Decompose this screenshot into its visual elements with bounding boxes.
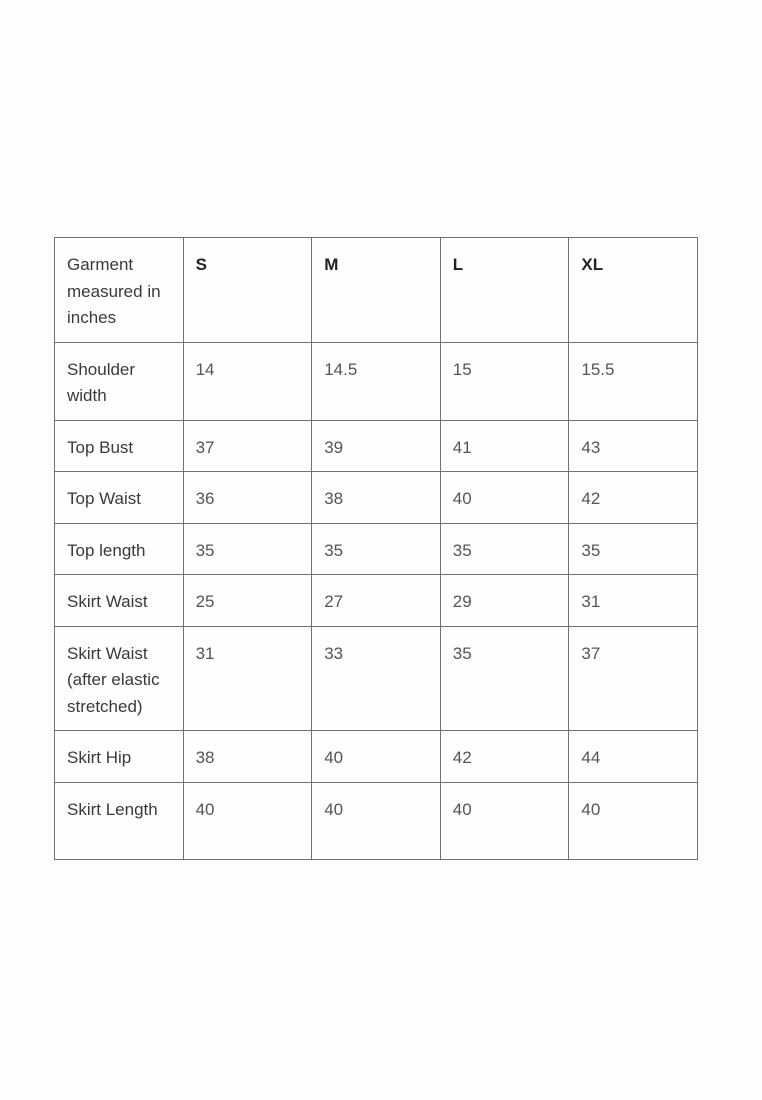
size-chart-body xyxy=(55,342,698,859)
cell-value: 25 xyxy=(183,575,312,627)
cell-value: 40 xyxy=(312,731,441,783)
table-row xyxy=(55,420,698,472)
cell-value: 27 xyxy=(312,575,441,627)
table-row xyxy=(55,342,698,420)
cell-value: 40 xyxy=(183,782,312,859)
cell-value: 43 xyxy=(569,420,698,472)
row-label: Shoulder width xyxy=(55,342,184,420)
cell-value: 40 xyxy=(312,782,441,859)
cell-value: 38 xyxy=(312,472,441,524)
row-label: Skirt Waist xyxy=(55,575,184,627)
table-row xyxy=(55,523,698,575)
row-label: Top length xyxy=(55,523,184,575)
size-chart-header xyxy=(55,238,698,343)
cell-value: 37 xyxy=(183,420,312,472)
cell-value: 36 xyxy=(183,472,312,524)
table-row xyxy=(55,575,698,627)
table-row xyxy=(55,782,698,859)
row-label: Top Bust xyxy=(55,420,184,472)
cell-value: 35 xyxy=(440,523,569,575)
row-label: Top Waist xyxy=(55,472,184,524)
cell-value: 42 xyxy=(569,472,698,524)
header-row xyxy=(55,238,698,343)
cell-value: 15 xyxy=(440,342,569,420)
size-header-m: M xyxy=(312,238,441,343)
row-label: Skirt Length xyxy=(55,782,184,859)
size-header-xl: XL xyxy=(569,238,698,343)
cell-value: 38 xyxy=(183,731,312,783)
table-row xyxy=(55,731,698,783)
table-row xyxy=(55,626,698,731)
cell-value: 44 xyxy=(569,731,698,783)
size-chart-table xyxy=(54,237,698,860)
cell-value: 14 xyxy=(183,342,312,420)
cell-value: 37 xyxy=(569,626,698,731)
cell-value: 41 xyxy=(440,420,569,472)
cell-value: 35 xyxy=(569,523,698,575)
cell-value: 33 xyxy=(312,626,441,731)
size-header-s: S xyxy=(183,238,312,343)
table-row xyxy=(55,472,698,524)
row-label: Skirt Hip xyxy=(55,731,184,783)
cell-value: 31 xyxy=(569,575,698,627)
cell-value: 40 xyxy=(569,782,698,859)
cell-value: 14.5 xyxy=(312,342,441,420)
cell-value: 40 xyxy=(440,472,569,524)
cell-value: 15.5 xyxy=(569,342,698,420)
cell-value: 40 xyxy=(440,782,569,859)
cell-value: 35 xyxy=(312,523,441,575)
corner-label: Garment measured in inches xyxy=(55,238,184,343)
cell-value: 35 xyxy=(183,523,312,575)
cell-value: 29 xyxy=(440,575,569,627)
cell-value: 31 xyxy=(183,626,312,731)
cell-value: 39 xyxy=(312,420,441,472)
cell-value: 35 xyxy=(440,626,569,731)
cell-value: 42 xyxy=(440,731,569,783)
row-label: Skirt Waist (after elastic stretched) xyxy=(55,626,184,731)
size-header-l: L xyxy=(440,238,569,343)
